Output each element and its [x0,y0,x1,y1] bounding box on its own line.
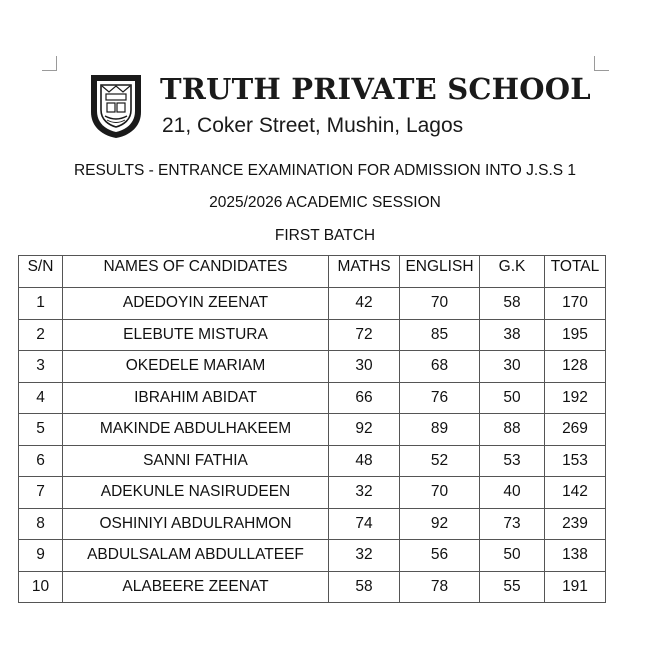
cell-maths: 32 [329,477,400,509]
cell-gk: 58 [480,288,545,320]
cell-english: 70 [400,288,480,320]
cell-maths: 58 [329,571,400,603]
cell-total: 195 [545,319,606,351]
table-row [19,540,606,572]
cell-english: 70 [400,477,480,509]
table-row [19,477,606,509]
cell-sn: 10 [19,571,63,603]
cell-english: 85 [400,319,480,351]
header-sn: S/N [19,256,63,288]
cell-maths: 42 [329,288,400,320]
cell-sn: 7 [19,477,63,509]
cell-gk: 53 [480,445,545,477]
cell-gk: 38 [480,319,545,351]
cell-total: 269 [545,414,606,446]
academic-session: 2025/2026 ACADEMIC SESSION [209,194,441,211]
cell-name: MAKINDE ABDULHAKEEM [63,414,329,446]
header-english: ENGLISH [400,256,480,288]
cell-sn: 2 [19,319,63,351]
cell-sn: 6 [19,445,63,477]
cell-sn: 1 [19,288,63,320]
cell-total: 239 [545,508,606,540]
cell-name: ADEKUNLE NASIRUDEEN [63,477,329,509]
school-address: 21, Coker Street, Mushin, Lagos [162,114,464,137]
cell-maths: 48 [329,445,400,477]
cell-sn: 8 [19,508,63,540]
cell-sn: 9 [19,540,63,572]
cell-sn: 5 [19,414,63,446]
table-row [19,508,606,540]
cell-gk: 40 [480,477,545,509]
table-header-row [19,256,606,288]
school-name: TRUTH PRIVATE SCHOOL [160,72,591,106]
cell-total: 170 [545,288,606,320]
cell-total: 128 [545,351,606,383]
table-row [19,319,606,351]
cell-total: 192 [545,382,606,414]
table-row [19,351,606,383]
cell-gk: 88 [480,414,545,446]
cell-gk: 30 [480,351,545,383]
cell-name: ABDULSALAM ABDULLATEEF [63,540,329,572]
cell-maths: 72 [329,319,400,351]
school-crest-icon [88,72,144,140]
cell-gk: 50 [480,382,545,414]
cell-english: 52 [400,445,480,477]
header-total: TOTAL [545,256,606,288]
cell-maths: 30 [329,351,400,383]
batch-label: FIRST BATCH [274,227,376,244]
cell-english: 92 [400,508,480,540]
cell-name: IBRAHIM ABIDAT [63,382,329,414]
cell-maths: 32 [329,540,400,572]
letterhead [88,70,591,142]
cell-name: ADEDOYIN ZEENAT [63,288,329,320]
cell-name: OSHINIYI ABDULRAHMON [63,508,329,540]
header-gk: G.K [480,256,545,288]
header-maths: MATHS [329,256,400,288]
table-row [19,445,606,477]
page-corner-mark-right [594,56,609,71]
cell-gk: 73 [480,508,545,540]
table-row [19,571,606,603]
cell-total: 153 [545,445,606,477]
cell-name: SANNI FATHIA [63,445,329,477]
cell-name: ALABEERE ZEENAT [63,571,329,603]
cell-english: 76 [400,382,480,414]
cell-gk: 55 [480,571,545,603]
cell-english: 68 [400,351,480,383]
cell-english: 78 [400,571,480,603]
cell-total: 138 [545,540,606,572]
cell-total: 191 [545,571,606,603]
cell-maths: 74 [329,508,400,540]
header-names: NAMES OF CANDIDATES [63,256,329,288]
cell-maths: 92 [329,414,400,446]
cell-sn: 4 [19,382,63,414]
table-row [19,414,606,446]
cell-gk: 50 [480,540,545,572]
page-corner-mark-left [42,56,57,71]
results-table [18,255,606,603]
document-title: RESULTS - ENTRANCE EXAMINATION FOR ADMISSION INTO J.S.S 1 [73,162,577,179]
cell-total: 142 [545,477,606,509]
table-row [19,288,606,320]
cell-maths: 66 [329,382,400,414]
cell-name: OKEDELE MARIAM [63,351,329,383]
cell-english: 56 [400,540,480,572]
cell-english: 89 [400,414,480,446]
table-row [19,382,606,414]
cell-name: ELEBUTE MISTURA [63,319,329,351]
cell-sn: 3 [19,351,63,383]
